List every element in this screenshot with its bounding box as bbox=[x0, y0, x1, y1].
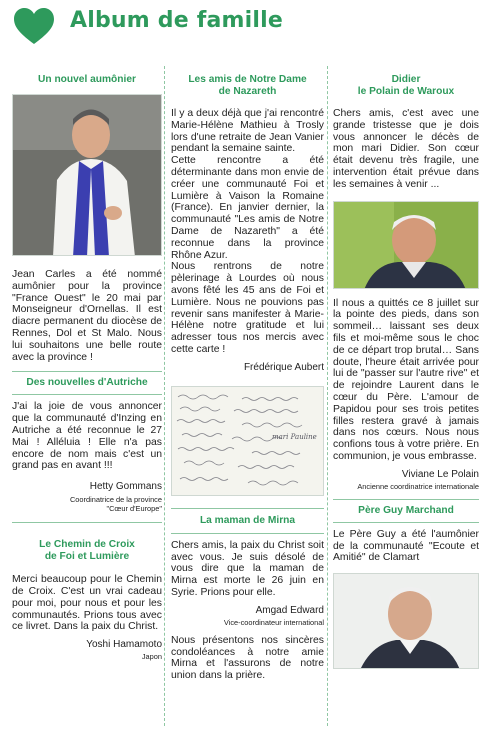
card-handwritten-label: mari Pauline bbox=[272, 432, 317, 441]
article-heading: de Nazareth bbox=[218, 86, 277, 97]
article-text: Merci beaucoup pour le Chemin de Croix. C'est un vrai cadeau pour moi, pour nous et pour les communautés. Prions tous avec ce livret. Dans la paix du Christ. bbox=[12, 574, 162, 633]
heart-icon bbox=[13, 8, 55, 46]
signature-role: Vice-coordinateur international bbox=[223, 617, 324, 627]
article-heading: Les amis de Notre Dame bbox=[188, 74, 307, 85]
article-heading: Le Chemin de Croix bbox=[39, 539, 135, 551]
article-heading: Un nouvel aumônier bbox=[38, 74, 136, 85]
column-divider bbox=[164, 66, 165, 726]
photo-jean-carles bbox=[12, 94, 162, 256]
signature: Yoshi Hamamoto bbox=[86, 639, 162, 651]
photo-priest-portrait-illustration bbox=[334, 574, 479, 669]
page-title: Album de famille bbox=[70, 8, 283, 33]
photo-man-illustration bbox=[334, 202, 479, 289]
article-heading: le Polain de Waroux bbox=[357, 86, 455, 97]
signature-role: Ancienne coordinatrice internationale bbox=[357, 481, 479, 491]
article-text: Il y a deux déjà que j'ai rencontré Marie-Hélène Mathieu à Trosly lors d'une retraite de Jean Vanier pendant la semaine sainte. bbox=[171, 108, 324, 155]
signature: Viviane Le Polain bbox=[401, 468, 479, 480]
article-text: Nous présentons nos sincères condoléances à notre amie Mirna et l'assurons de notre union dans la prière. bbox=[171, 634, 324, 682]
signature: Amgad Edward bbox=[255, 604, 324, 616]
card-handwriting-illustration bbox=[172, 387, 324, 496]
signature-role: Coordinatrice de la province bbox=[69, 495, 162, 505]
article-text: Jean Carles a été nommé aumônier pour la province "France Ouest" le 20 mai par Monseigneur d'Ornellas. Il est diacre permanent du diocèse de Rennes, Dol et St Malo. Nous lui souhaitons une belle route avec la province ! bbox=[12, 269, 162, 363]
photo-signed-card bbox=[171, 386, 324, 496]
photo-didier bbox=[333, 201, 479, 289]
page-header bbox=[0, 0, 489, 52]
signature: Frédérique Aubert bbox=[243, 361, 324, 373]
separator bbox=[171, 508, 324, 509]
signature-role: Japon bbox=[141, 652, 162, 662]
separator bbox=[333, 499, 479, 500]
article-heading: de Foi et Lumière bbox=[44, 551, 130, 563]
column-2 bbox=[171, 60, 324, 682]
signature-role: "Cœur d'Europe" bbox=[106, 504, 162, 514]
separator bbox=[12, 394, 162, 395]
article-text: Chers amis, c'est avec une grande tristesse que je dois vous annoncer le décès de mon mari Didier. Son cœur était devenu très fragile, une intervention était prévue dans les semaines à venir ... bbox=[333, 108, 479, 190]
article-heading: Didier bbox=[391, 74, 421, 85]
article-text: Chers amis, la paix du Christ soit avec vous. Je suis désolé de vous dire que la maman de Mirna est morte le 26 juin en Syrie. Prions pour elle. bbox=[171, 539, 324, 598]
article-text: Cette rencontre a été déterminante dans mon envie de créer une communauté Foi et Lumière à Vaison la Romaine (France). En janvier dernier, la communauté "Les amis de Notre Dame de Nazareth" a été reconnue dans la province Rhône Azur. bbox=[171, 155, 324, 261]
photo-priest-illustration bbox=[13, 95, 162, 256]
article-heading: Père Guy Marchand bbox=[358, 504, 454, 516]
separator bbox=[171, 533, 324, 534]
separator bbox=[12, 371, 162, 372]
article-heading: La maman de Mirna bbox=[199, 514, 296, 526]
article-text: J'ai la joie de vous annoncer que la communauté d'Inzing en Autriche a été reconnue le 27 Mai ! Alléluia ! Elle n'a pas encore de nom mais c'est un grand pas en avant !!! bbox=[12, 401, 162, 472]
column-divider bbox=[327, 66, 328, 726]
separator bbox=[333, 522, 479, 523]
article-heading: Des nouvelles d'Autriche bbox=[26, 377, 148, 389]
signature: Hetty Gommans bbox=[89, 481, 162, 493]
column-1 bbox=[12, 60, 162, 661]
article-text: Il nous a quittés ce 8 juillet sur la pointe des pieds, dans son sommeil… laissant ses deux fils et moi-même sous le choc de ce départ trop brutal… Sans doute, l'heure était arrivée pour lui de "passer sur l'autre rive" et de rejoindre Laurent dans le cœur du Père. L'amour de Papidou pour ses trois petites filles restera gravé à jamais dans nos cœurs. Nous nous confions tous à votre prière. En communion, je vous embrasse. bbox=[333, 297, 479, 462]
column-3 bbox=[333, 60, 479, 669]
separator bbox=[12, 522, 162, 523]
article-text: Nous rentrons de notre pèlerinage à Lourdes où nous avons fêté les 45 ans de Foi et Lumière. Nous ne pouvions pas revenir sans manifester à Marie-Hélène notre gratitude et lui adresser tous nos mercis avec cette carte ! bbox=[171, 261, 324, 355]
photo-pere-guy bbox=[333, 573, 479, 669]
article-text: Le Père Guy a été l'aumônier de la communauté "Ecoute et Amitié" de Clamart bbox=[333, 528, 479, 564]
